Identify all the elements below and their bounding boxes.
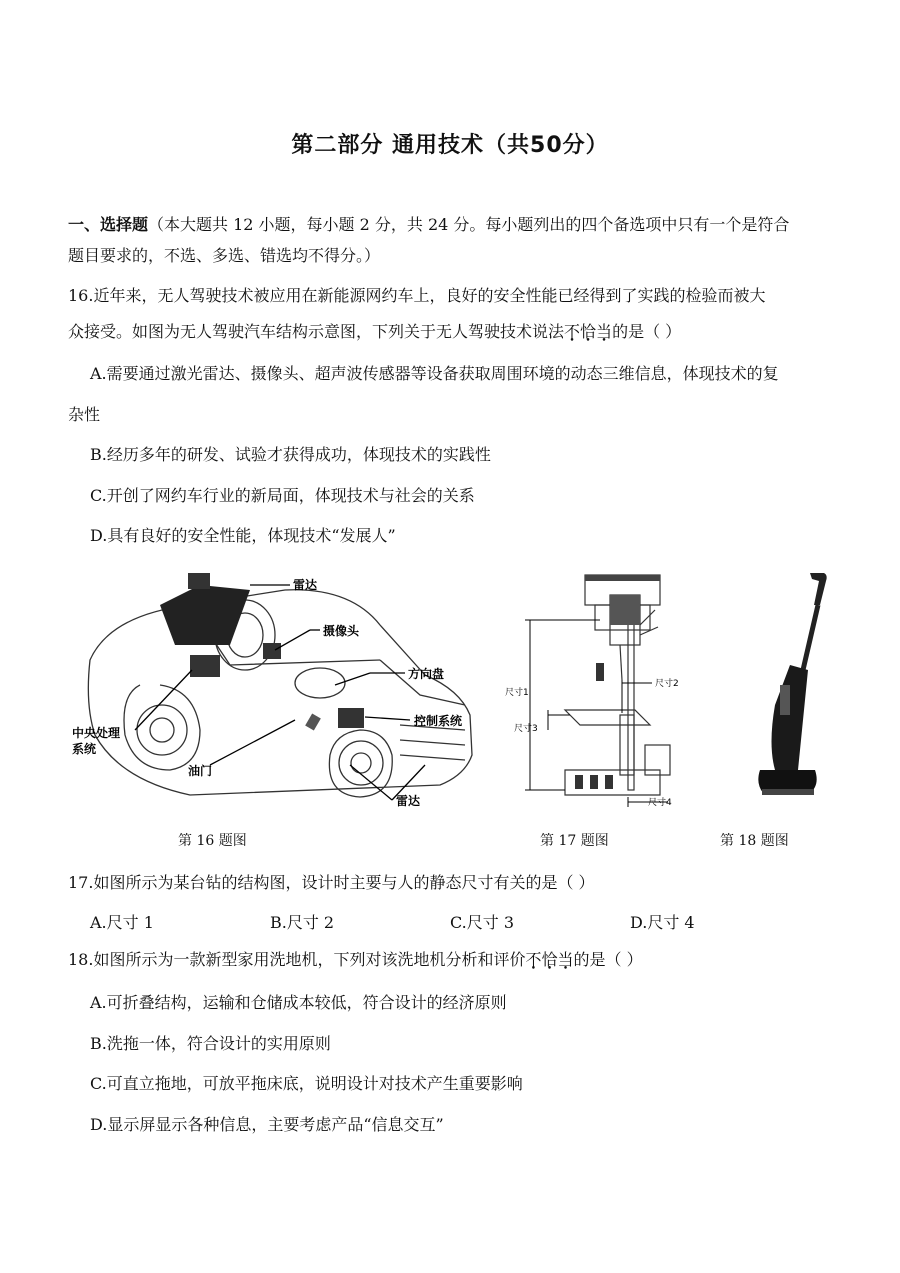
label-radar-bottom: 雷达 <box>396 794 421 808</box>
q17-option-a: A.尺寸 1 <box>90 913 154 932</box>
q16-answer-blank: 的是（ ） <box>612 322 682 341</box>
q17-stem: 17.如图所示为某台钻的结构图，设计时主要与人的静态尺寸有关的是（ ） <box>68 873 595 892</box>
emphasis-char: 恰 <box>541 950 558 969</box>
label-size-3: 尺寸3 <box>514 724 538 734</box>
q16-option-a-line1: A.需要通过激光雷达、摄像头、超声波传感器等设备获取周围环境的动态三维信息，体现技术的复 <box>90 364 779 383</box>
q16-option-a-line2: 杂性 <box>68 405 101 424</box>
figure-16-car-diagram <box>72 565 480 810</box>
label-cpu-line1: 中央处理 <box>72 726 121 740</box>
figure-16-caption: 第 16 题图 <box>178 833 247 849</box>
emphasis-char: 当 <box>557 950 574 969</box>
section-heading: 一、选择题 <box>68 215 149 234</box>
q18-option-c: C.可直立拖地，可放平拖床底，说明设计对技术产生重要影响 <box>90 1074 523 1093</box>
label-size-4: 尺寸4 <box>648 798 672 808</box>
q17-option-d: D.尺寸 4 <box>630 913 695 932</box>
page-title: 第二部分 通用技术（共50分） <box>291 133 609 158</box>
q18-option-d: D.显示屏显示各种信息，主要考虑产品“信息交互” <box>90 1115 444 1134</box>
emphasis-char: 当 <box>596 322 613 341</box>
emphasis-char: 恰 <box>580 322 597 341</box>
label-control-system: 控制系统 <box>414 714 463 728</box>
q18-stem <box>68 947 643 970</box>
emphasis-char: 不 <box>564 322 581 341</box>
section-instructions-line1 <box>68 212 789 235</box>
label-radar-top: 雷达 <box>293 578 318 592</box>
label-size-2: 尺寸2 <box>655 679 679 689</box>
figure-18-floor-washer <box>720 565 840 810</box>
label-size-1: 尺寸1 <box>505 688 529 698</box>
emphasis-char: 不 <box>525 950 542 969</box>
section-note-1: （本大题共 12 小题，每小题 2 分，共 24 分。每小题列出的四个备选项中只有一个是符合 <box>148 215 790 234</box>
q18-answer-blank: 的是（ ） <box>573 950 643 969</box>
q16-option-d: D.具有良好的安全性能，体现技术“发展人” <box>90 526 396 545</box>
figure-17-drill-press <box>500 565 700 810</box>
q16-stem-line2 <box>68 319 681 342</box>
q17-option-b: B.尺寸 2 <box>270 913 335 932</box>
label-throttle: 油门 <box>188 764 213 778</box>
q17-option-c: C.尺寸 3 <box>450 913 515 932</box>
figure-18-caption: 第 18 题图 <box>720 833 789 849</box>
q16-option-c: C.开创了网约车行业的新局面，体现技术与社会的关系 <box>90 486 475 505</box>
figure-17-caption: 第 17 题图 <box>540 833 609 849</box>
q18-option-a: A.可折叠结构，运输和仓储成本较低，符合设计的经济原则 <box>90 993 507 1012</box>
q18-option-b: B.洗拖一体，符合设计的实用原则 <box>90 1034 331 1053</box>
q16-stem-line1: 16.近年来，无人驾驶技术被应用在新能源网约车上，良好的安全性能已经得到了实践的检验而被大 <box>68 286 766 305</box>
q18-stem-text: 18.如图所示为一款新型家用洗地机，下列对该洗地机分析和评价 <box>68 950 526 969</box>
label-camera: 摄像头 <box>323 624 360 638</box>
q16-stem-text: 众接受。如图为无人驾驶汽车结构示意图，下列关于无人驾驶技术说法 <box>68 322 565 341</box>
label-steering-wheel: 方向盘 <box>408 667 445 681</box>
section-instructions-line2: 题目要求的，不选、多选、错选均不得分。） <box>68 246 381 265</box>
q16-option-b: B.经历多年的研发、试验才获得成功，体现技术的实践性 <box>90 445 491 464</box>
label-cpu-line2: 系统 <box>72 742 97 756</box>
